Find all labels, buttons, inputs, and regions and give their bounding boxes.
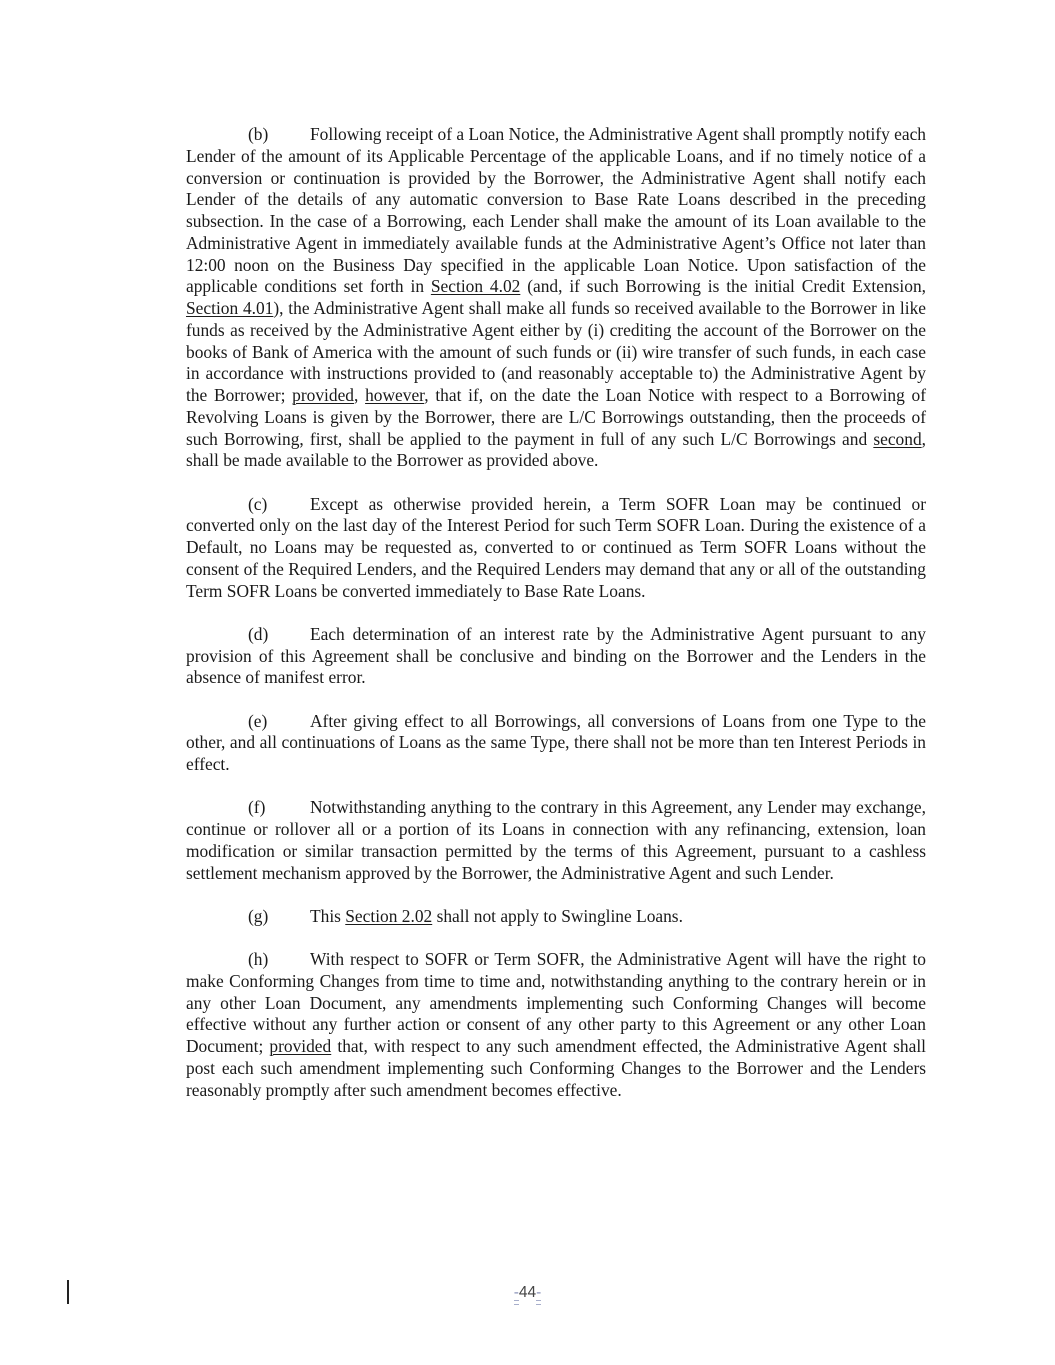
paragraph-text: , shall be made available to the Borrower as provided above. [186,428,926,471]
cross-reference: Section 4.01 [186,298,274,318]
cross-reference: provided [269,1036,332,1056]
paragraph-text: (and, if such Borrowing is the initial Credit Extension, [520,276,926,297]
paragraph-text: Following receipt of a Loan Notice, the Administrative Agent shall promptly notify each Lender of the amount of its Applicable Percentage of the applicable Loans, and if no timely notice of a conversion or continuation is provided by the Borrower, the Administrative Agent shall notify each Lender of the details of any automatic conversion to Base Rate Loans described in the preceding subsection. In the case of a Borrowing, each Lender shall make the amount of its Loan available to the Administrative Agent in immediately available funds at the Administrative Agent’s Office not later than 12:00 noon on the Business Day specified in the applicable Loan Notice. Upon satisfaction of the applicable conditions set forth in [186,124,926,297]
paragraph-text: that, with respect to any such amendment effected, the Administrative Agent shall post each such amendment implementing such Conforming Changes to the Borrower and the Lenders reasonably promptly after such amendment becomes effective. [186,1036,926,1100]
paragraph-text: After giving effect to all Borrowings, all conversions of Loans from one Type to the other, and all continuations of Loans as the same Type, there shall not be more than ten Interest Periods in effect. [186,710,926,774]
paragraph-label: (g) [248,905,269,926]
paragraph-text: Each determination of an interest rate by the Administrative Agent pursuant to any provision of this Agreement shall be conclusive and binding on the Borrower and the Lenders in the absence of manifest error. [186,623,926,688]
cross-reference: second [873,428,922,449]
paragraph-text: This [310,905,346,926]
paragraph-label: (d) [248,623,269,644]
paragraph-label: (c) [248,493,268,514]
paragraph-d [186,624,926,689]
paragraph-f [186,797,926,884]
paragraph-text: , that if, on the date the Loan Notice with respect to a Borrowing of Revolving Loans is given by the Borrower, there are L/C Borrowings outstanding, then the proceeds of such Borrowing, first, shall be applied to the payment in full of any such L/C Borrowings and [186,385,926,449]
paragraph-text: Notwithstanding anything to the contrary in this Agreement, any Lender may exchange, continue or rollover all or a portion of its Loans in connection with any refinancing, extension, loan modification or similar transaction permitted by the terms of this Agreement, pursuant to a cashless settlement mechanism approved by the Borrower, the Administrative Agent and such Lender. [186,797,926,883]
page-number [0,1284,1055,1302]
cross-reference: provided [292,385,354,405]
paragraph-g [186,906,926,928]
cross-reference: Section 2.02 [345,905,433,926]
paragraph-text: Except as otherwise provided herein, a Term SOFR Loan may be continued or converted only on the last day of the Interest Period for such Term SOFR Loan. During the existence of a Default, no Loans may be requested as, converted to or continued as Term SOFR Loans without the consent of the Required Lenders, and the Required Lenders may demand that any or all of the outstanding Term SOFR Loans be converted immediately to Base Rate Loans. [186,493,926,601]
paragraph-h [186,949,926,1101]
paragraph-label: (h) [248,949,269,969]
page-number-value: 44 [518,1284,537,1301]
page-number-dash-right: - [536,1284,542,1301]
paragraph-label: (e) [248,710,268,731]
paragraph-c [186,494,926,603]
cross-reference: however [365,385,425,405]
paragraph-label: (b) [248,124,269,144]
paragraph-e [186,711,926,776]
paragraph-text: ), the Administrative Agent shall make all funds so received available to the Borrower in like funds as received by the Administrative Agent either by (i) crediting the account of the Borrower on the books of Bank of America with the amount of such funds or (ii) wire transfer of such funds, in each case in accordance with instructions provided to (and reasonably acceptable to) the Administrative Agent by the Borrower; [186,298,926,405]
page-number-dash-left: - [513,1284,519,1301]
document-body [186,124,926,1123]
paragraph-text: shall not apply to Swingline Loans. [432,905,683,926]
paragraph-b [186,124,926,472]
paragraph-text: With respect to SOFR or Term SOFR, the Administrative Agent will have the right to make Conforming Changes from time to time and, notwithstanding anything to the contrary herein or in any other Loan Document, any amendments implementing such Conforming Changes will become effective without any further action or consent of any other party to this Agreement or any other Loan Document; [186,949,926,1056]
paragraph-label: (f) [248,797,266,818]
cross-reference: Section 4.02 [430,276,521,297]
paragraph-text: , [354,385,366,405]
